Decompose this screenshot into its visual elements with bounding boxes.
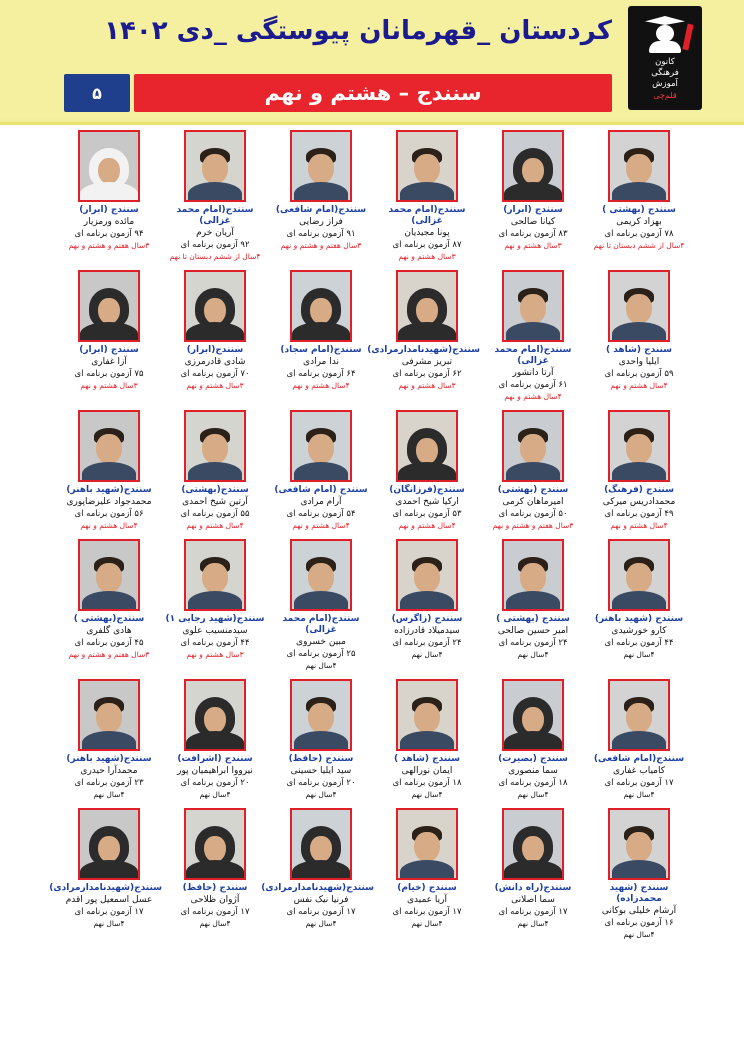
student-card	[480, 808, 586, 940]
student-card	[480, 410, 586, 531]
student-grade-span: ۴سال هشتم و نهم	[610, 381, 668, 390]
student-school: سنندج(امام سجاد)	[280, 345, 362, 355]
student-exam-count: ۴۹ آزمون برنامه ای	[604, 509, 674, 519]
student-school: سنندج (اشرافت)	[177, 754, 253, 764]
student-grade-span: ۴سال نهم	[93, 790, 125, 799]
student-name: سما اصلانی	[511, 895, 555, 905]
student-grade-span: ۴سال نهم	[411, 919, 443, 928]
student-name: سما منصوری	[508, 766, 558, 776]
student-name: محمدادریس میرکی	[602, 497, 676, 507]
student-card	[56, 679, 162, 800]
student-grade-span: ۳سال هشتم و نهم	[504, 241, 562, 250]
student-name: امیر حسین صالحی	[497, 626, 569, 636]
student-name: ندا مرادی	[303, 357, 339, 367]
student-name: کیانا صالحی	[510, 217, 556, 227]
student-school: سنندج(شهید باهنر)	[66, 754, 152, 764]
student-photo	[78, 130, 140, 202]
student-exam-count: ۱۷ آزمون برنامه ای	[74, 907, 144, 917]
student-exam-count: ۲۵ آزمون برنامه ای	[286, 649, 356, 659]
student-exam-count: ۱۷ آزمون برنامه ای	[604, 778, 674, 788]
student-photo	[608, 808, 670, 880]
student-school: سنندج(شهیدنامدارمرادی)	[261, 883, 374, 893]
student-exam-count: ۱۸ آزمون برنامه ای	[498, 778, 568, 788]
student-school: سنندج (بهشتی )	[496, 614, 570, 624]
student-name: محمدجواد علیرضاپوری	[66, 497, 152, 507]
student-exam-count: ۴۴ آزمون برنامه ای	[604, 638, 674, 648]
student-name: نیرووا ابراهیمیان پور	[177, 766, 253, 776]
student-school: سنندج(امام شافعی)	[593, 754, 685, 764]
student-card	[56, 270, 162, 402]
student-school: سنندج (شاهد )	[605, 345, 673, 355]
student-photo	[502, 679, 564, 751]
student-grade-span: ۴سال نهم	[411, 790, 443, 799]
student-card	[586, 130, 692, 262]
student-grade-span: ۴سال نهم	[623, 930, 655, 939]
student-photo	[78, 808, 140, 880]
student-photo	[184, 410, 246, 482]
student-card	[162, 270, 268, 402]
student-exam-count: ۹۲ آزمون برنامه ای	[180, 240, 250, 250]
student-photo	[396, 539, 458, 611]
student-grade-span: ۴سال نهم	[517, 790, 549, 799]
student-school: سنندج(امام شافعی)	[275, 205, 367, 215]
student-name: آریا عمیدی	[406, 895, 447, 905]
student-school: سنندج(امام محمد غزالی)	[388, 205, 466, 226]
student-grade-span: ۴سال هشتم و نهم	[398, 521, 456, 530]
student-name: آریان خرم	[196, 228, 234, 238]
student-exam-count: ۵۰ آزمون برنامه ای	[498, 509, 568, 519]
student-photo	[502, 808, 564, 880]
logo-line-3: آموزش	[652, 79, 678, 89]
student-name: مائده ورمزیار	[83, 217, 135, 227]
student-exam-count: ۸۳ آزمون برنامه ای	[498, 229, 568, 239]
student-photo	[396, 410, 458, 482]
student-card	[586, 808, 692, 940]
student-photo	[396, 679, 458, 751]
student-photo	[184, 539, 246, 611]
student-school: سنندج(فرزانگان)	[389, 485, 465, 495]
student-exam-count: ۶۱ آزمون برنامه ای	[498, 380, 568, 390]
subtitle-text: سنندج – هشتم و نهم	[264, 81, 482, 105]
student-grade-span: ۴سال نهم	[411, 650, 443, 659]
student-exam-count: ۵۶ آزمون برنامه ای	[74, 509, 144, 519]
logo-text	[651, 57, 679, 101]
student-card	[162, 130, 268, 262]
student-exam-count: ۵۹ آزمون برنامه ای	[604, 369, 674, 379]
student-grade-span: ۴سال هشتم و نهم	[80, 521, 138, 530]
logo-line-2: فرهنگی	[651, 68, 679, 78]
student-name: امیرماهان کرمی	[502, 497, 564, 507]
student-exam-count: ۱۷ آزمون برنامه ای	[286, 907, 356, 917]
student-name: کامیاب غفاری	[612, 766, 666, 776]
student-school: سنندج(راه دانش)	[494, 883, 572, 893]
student-grade-span: ۴سال نهم	[305, 661, 337, 670]
student-photo	[184, 679, 246, 751]
kanoon-logo	[628, 6, 702, 110]
logo-line-1: کانون	[655, 57, 675, 67]
student-school: سنندج(امام محمد غزالی)	[176, 205, 254, 226]
student-card	[586, 410, 692, 531]
student-name: شادی قادرمرزی	[184, 357, 246, 367]
student-school: سنندج (ابرار)	[79, 345, 139, 355]
student-name: آژوان ظلاحی	[190, 895, 240, 905]
student-name: آرتا دانشور	[512, 368, 554, 378]
student-name: سید ایلیا حسینی	[290, 766, 352, 776]
student-photo	[290, 539, 352, 611]
student-exam-count: ۲۰ آزمون برنامه ای	[180, 778, 250, 788]
student-card	[56, 130, 162, 262]
student-exam-count: ۱۸ آزمون برنامه ای	[392, 778, 462, 788]
student-school: سنندج (ابرار)	[79, 205, 139, 215]
student-grade-span: ۴سال نهم	[305, 790, 337, 799]
page-title: کردستان _قهرمانان پیوستگی _دی ۱۴۰۲	[104, 16, 612, 46]
student-grade-span: ۴سال نهم	[305, 919, 337, 928]
student-school: سنندج (بهشتی )	[602, 205, 676, 215]
student-school: سنندج (شاهد )	[393, 754, 461, 764]
student-name: آرام مرادی	[300, 497, 342, 507]
student-school: سنندج (زاگرس)	[391, 614, 463, 624]
student-grade-span: ۴سال نهم	[623, 650, 655, 659]
student-card	[268, 539, 374, 671]
student-card	[56, 539, 162, 671]
student-card	[586, 679, 692, 800]
student-name: ارکیا شیخ احمدی	[395, 497, 459, 507]
student-exam-count: ۶۴ آزمون برنامه ای	[286, 369, 356, 379]
student-photo	[290, 130, 352, 202]
student-grade-span: ۳سال هشتم و نهم	[186, 650, 244, 659]
student-school: سنندج (امام شافعی)	[274, 485, 368, 495]
student-school: سنندج (خیام)	[397, 883, 457, 893]
student-photo	[608, 679, 670, 751]
student-exam-count: ۹۱ آزمون برنامه ای	[286, 229, 356, 239]
student-school: سنندج (بصیرت)	[498, 754, 568, 764]
student-card	[480, 270, 586, 402]
student-photo	[184, 130, 246, 202]
student-photo	[608, 410, 670, 482]
student-grade-span: ۴سال هشتم و نهم	[292, 381, 350, 390]
student-grade-span: ۴سال از ششم دبستان تا نهم	[593, 241, 685, 250]
student-exam-count: ۲۴ آزمون برنامه ای	[498, 638, 568, 648]
student-name: ایمان نورالهی	[401, 766, 453, 776]
student-grade-span: ۳سال هفتم و هشتم و نهم	[68, 650, 150, 659]
student-name: پونا مجیدیان	[404, 228, 450, 238]
student-exam-count: ۱۶ آزمون برنامه ای	[604, 918, 674, 928]
student-card	[162, 539, 268, 671]
student-exam-count: ۲۳ آزمون برنامه ای	[74, 778, 144, 788]
student-photo	[502, 539, 564, 611]
student-photo	[608, 539, 670, 611]
student-grade-span: ۳سال هشتم و نهم	[398, 381, 456, 390]
student-exam-count: ۲۰ آزمون برنامه ای	[286, 778, 356, 788]
student-school: سنندج(بهشتی)	[181, 485, 249, 495]
page-number-badge: ۵	[64, 74, 130, 112]
student-card	[268, 679, 374, 800]
student-grade-span: ۳سال هشتم و نهم	[186, 381, 244, 390]
student-school: سنندج(بهشتی )	[73, 614, 145, 624]
student-name: سیدمیلاد قادرزاده	[394, 626, 460, 636]
student-name: آرشام خلیلی بوکانی	[601, 906, 677, 916]
student-exam-count: ۱۷ آزمون برنامه ای	[392, 907, 462, 917]
logo-line-4: قلم‌چی	[653, 91, 677, 100]
student-card	[367, 270, 480, 402]
student-exam-count: ۴۴ آزمون برنامه ای	[180, 638, 250, 648]
student-card	[480, 679, 586, 800]
student-exam-count: ۵۳ آزمون برنامه ای	[392, 509, 462, 519]
student-card	[268, 130, 374, 262]
student-card	[374, 130, 480, 262]
student-name: ایلیا واحدی	[618, 357, 660, 367]
students-grid	[0, 130, 744, 948]
student-school: سنندج (حافظ)	[182, 883, 248, 893]
student-grade-span: ۳سال هفتم و هشتم و نهم	[492, 521, 574, 530]
student-grade-span: ۴سال نهم	[623, 790, 655, 799]
student-name: آزا غفاری	[91, 357, 127, 367]
student-photo	[502, 410, 564, 482]
student-grade-span: ۴سال هشتم و نهم	[610, 521, 668, 530]
student-photo	[502, 270, 564, 342]
student-name: مبین خسروی	[296, 637, 346, 647]
student-grade-span: ۴سال نهم	[199, 790, 231, 799]
student-photo	[396, 130, 458, 202]
student-card	[162, 679, 268, 800]
student-grade-span: ۳سال هشتم و نهم	[398, 252, 456, 261]
student-school: سنندج (بهشتی)	[497, 485, 569, 495]
student-name: فرنیا نیک نفس	[293, 895, 349, 905]
student-name: آرتین شیخ احمدی	[182, 497, 248, 507]
student-card	[374, 410, 480, 531]
student-photo	[78, 410, 140, 482]
student-photo	[78, 539, 140, 611]
student-exam-count: ۵۵ آزمون برنامه ای	[180, 509, 250, 519]
student-exam-count: ۸۷ آزمون برنامه ای	[392, 240, 462, 250]
student-card	[480, 539, 586, 671]
student-school: سنندج (حافظ)	[288, 754, 354, 764]
student-card	[374, 679, 480, 800]
student-name: هادی گلفری	[86, 626, 132, 636]
student-photo	[502, 130, 564, 202]
student-school: سنندج(شهیدنامدارمرادی)	[367, 345, 480, 355]
student-card	[162, 808, 268, 940]
student-name: بهزاد کریمی	[616, 217, 662, 227]
student-grade-span: ۴سال نهم	[199, 919, 231, 928]
student-photo	[290, 410, 352, 482]
student-card	[586, 539, 692, 671]
student-exam-count: ۱۷ آزمون برنامه ای	[180, 907, 250, 917]
student-grade-span: ۴سال نهم	[93, 919, 125, 928]
student-photo	[396, 808, 458, 880]
student-name: عسل اسمعیل پور اقدم	[65, 895, 153, 905]
student-grade-span: ۴سال هشتم و نهم	[186, 521, 244, 530]
student-name: سیدمنسیب علوی	[182, 626, 248, 636]
student-photo	[184, 808, 246, 880]
student-card	[374, 808, 480, 940]
student-school: سنندج (شهید باهنر)	[594, 614, 684, 624]
student-name: کارو خورشیدی	[611, 626, 667, 636]
student-school: سنندج (شهید محمدزاده)	[609, 883, 669, 904]
student-grade-span: ۴سال از ششم دبستان تا نهم	[169, 252, 261, 261]
student-photo	[290, 808, 352, 880]
student-grade-span: ۴سال هشتم و نهم	[504, 392, 562, 401]
student-school: سنندج(امام محمد غزالی)	[494, 345, 572, 366]
student-school: سنندج(شهید رجایی ۱)	[165, 614, 265, 624]
student-grade-span: ۴سال نهم	[517, 650, 549, 659]
student-card	[261, 808, 374, 940]
student-photo	[608, 270, 670, 342]
student-school: سنندج(شهیدنامدارمرادی)	[49, 883, 162, 893]
student-exam-count: ۲۴ آزمون برنامه ای	[392, 638, 462, 648]
student-card	[49, 808, 162, 940]
student-exam-count: ۴۵ آزمون برنامه ای	[74, 638, 144, 648]
student-exam-count: ۵۴ آزمون برنامه ای	[286, 509, 356, 519]
student-exam-count: ۷۸ آزمون برنامه ای	[604, 229, 674, 239]
subtitle-banner	[134, 74, 612, 112]
student-exam-count: ۷۰ آزمون برنامه ای	[180, 369, 250, 379]
student-school: سنندج(شهید باهنر)	[66, 485, 152, 495]
student-school: سنندج (فرهنگ)	[604, 485, 674, 495]
student-grade-span: ۳سال هفتم و هشتم و نهم	[280, 241, 362, 250]
student-photo	[78, 270, 140, 342]
student-school: سنندج (ابرار)	[503, 205, 563, 215]
student-school: سنندج(ابرار)	[186, 345, 244, 355]
student-grade-span: ۳سال هشتم و نهم	[80, 381, 138, 390]
student-card	[480, 130, 586, 262]
student-photo	[396, 270, 458, 342]
student-card	[586, 270, 692, 402]
student-name: تبریز مشرفی	[401, 357, 453, 367]
student-exam-count: ۹۴ آزمون برنامه ای	[74, 229, 144, 239]
student-photo	[290, 679, 352, 751]
student-photo	[608, 130, 670, 202]
student-card	[268, 410, 374, 531]
student-photo	[78, 679, 140, 751]
student-exam-count: ۷۵ آزمون برنامه ای	[74, 369, 144, 379]
student-grade-span: ۴سال هشتم و نهم	[292, 521, 350, 530]
student-card	[56, 410, 162, 531]
student-card	[268, 270, 374, 402]
student-card	[374, 539, 480, 671]
student-school: سنندج(امام محمد غزالی)	[282, 614, 360, 635]
student-grade-span: ۳سال هفتم و هشتم و نهم	[68, 241, 150, 250]
student-exam-count: ۱۷ آزمون برنامه ای	[498, 907, 568, 917]
student-card	[162, 410, 268, 531]
student-grade-span: ۴سال نهم	[517, 919, 549, 928]
graduate-icon	[643, 14, 687, 54]
student-name: محمدآرا حیدری	[80, 766, 138, 776]
page-header	[0, 0, 744, 125]
student-exam-count: ۶۲ آزمون برنامه ای	[392, 369, 462, 379]
student-name: فراز رضایی	[299, 217, 343, 227]
student-photo	[290, 270, 352, 342]
student-photo	[184, 270, 246, 342]
